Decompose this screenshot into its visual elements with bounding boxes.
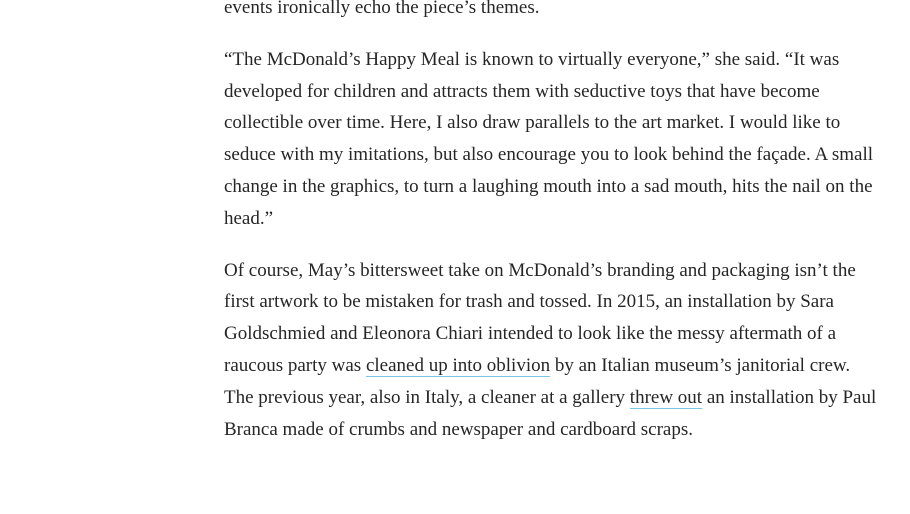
- paragraph-intro-tail: events ironically echo the piece’s themes.: [224, 0, 540, 18]
- paragraph-text: Of course, May’s bittersweet take on McDonald’s branding and packaging isn’t the first artwork to be mistaken for trash and tossed. In 2015, an installation by Sara Goldschmied and Eleonora Chiari intended to look like the messy aftermath of a raucous party was: [224, 259, 856, 376]
- link-cleaned-up-into-oblivion[interactable]: cleaned up into oblivion: [365, 354, 551, 376]
- paragraph-quote: “The McDonald’s Happy Meal is known to virtually everyone,” she said. “It was developed for children and attracts them with seductive toys that have become collectible over time. Here, I also draw parallels to the art market. I would like to seduce with my imitations, but also encourage you to look behind the façade. A small change in the graphics, to turn a laughing mouth into a sad mouth, hits the nail on the head.”: [224, 48, 874, 229]
- paragraph-context: [224, 255, 884, 446]
- link-threw-out[interactable]: threw out: [629, 386, 703, 408]
- paragraph-text: by an Italian museum’s janitorial crew. The previous year, also in Italy, a cleaner at a gallery: [224, 354, 851, 408]
- paragraph-text: an installation by Paul Branca made of crumbs and newspaper and cardboard scraps.: [224, 386, 877, 440]
- article-body: [224, 0, 884, 465]
